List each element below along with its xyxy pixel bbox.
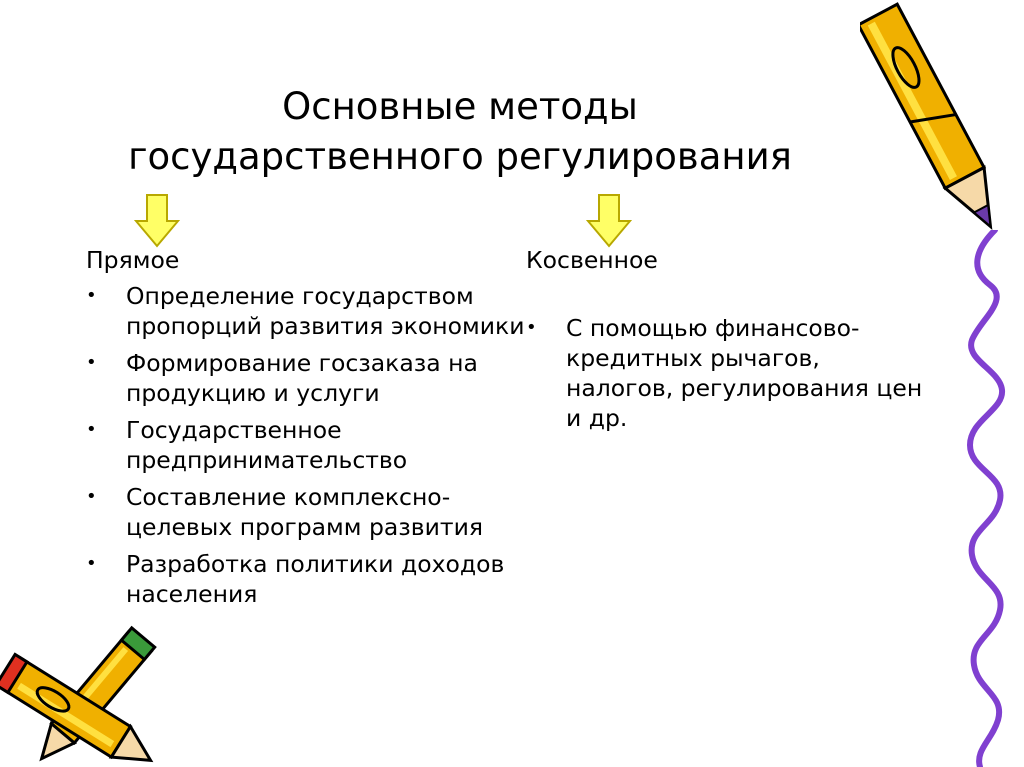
- list-item: • Определение государством пропорций развития экономики: [86, 281, 526, 341]
- indirect-methods-column: [526, 245, 926, 440]
- direct-methods-column: [86, 245, 526, 616]
- list-item: • Разработка политики доходов населения: [86, 549, 526, 609]
- squiggle-line: [960, 230, 1020, 767]
- pencil-icon: [860, 0, 1010, 245]
- title-line-2: государственного регулирования: [128, 135, 792, 178]
- list-item: • Государственное предпринимательство: [86, 415, 526, 475]
- list-item: • Составление комплексно-целевых программ развития: [86, 482, 526, 542]
- down-arrow-icon: [134, 194, 180, 248]
- indirect-heading: Косвенное: [526, 246, 658, 274]
- down-arrow-icon: [586, 194, 632, 248]
- direct-list: [86, 281, 526, 609]
- list-item: • С помощью финансово-кредитных рычагов, налогов, регулирования цен и др.: [526, 313, 926, 433]
- title-line-1: Основные методы: [282, 85, 638, 128]
- direct-heading: Прямое: [86, 246, 180, 274]
- list-item: • Формирование госзаказа на продукцию и услуги: [86, 348, 526, 408]
- slide-title: [60, 82, 860, 182]
- indirect-list: [526, 313, 926, 433]
- pencil-icon: [0, 620, 170, 767]
